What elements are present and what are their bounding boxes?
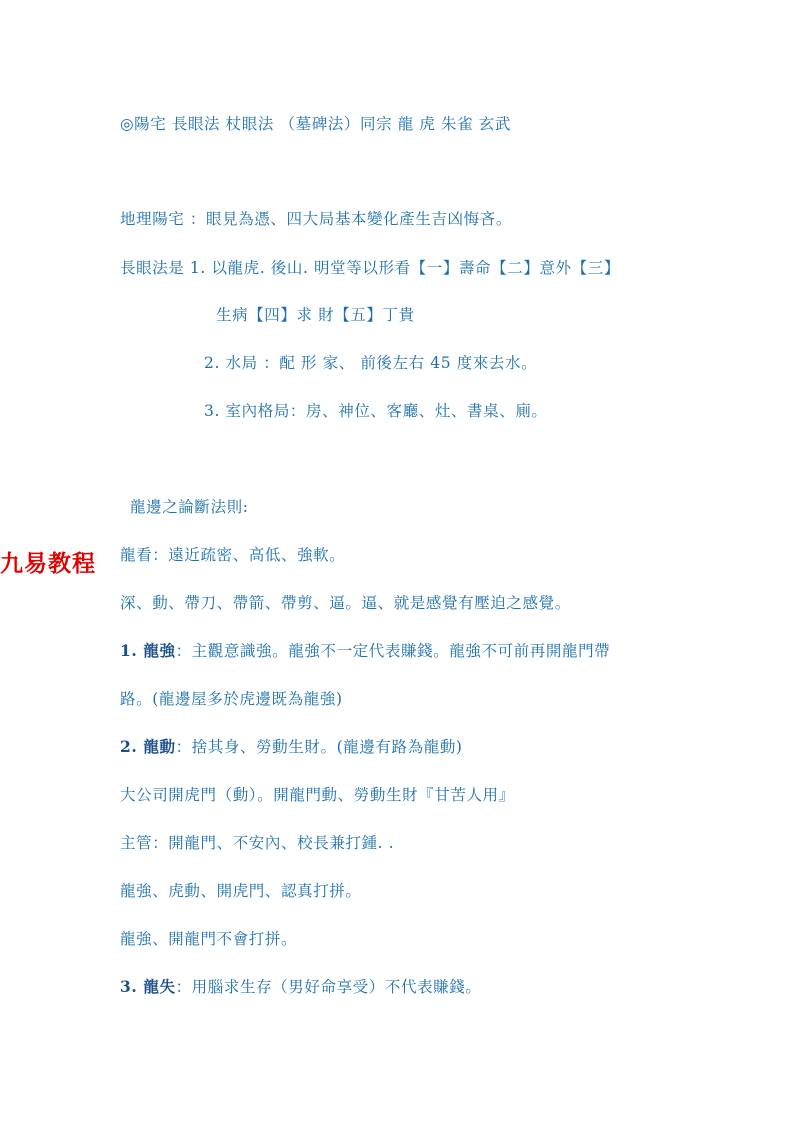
intro-line: 地理陽宅 ：眼見為憑、四大局基本變化產生吉凶悔吝。 bbox=[120, 210, 512, 228]
section-title: 龍邊之論斷法則: bbox=[130, 498, 249, 516]
body-deep: 深、動、帶刀、帶箭、帶剪、逼。逼、就是感覺有壓迫之感覺。 bbox=[120, 594, 571, 612]
item-2 bbox=[120, 735, 463, 757]
item-1-heading: 1. 龍強 bbox=[120, 641, 176, 660]
watermark-logo: 九易教程 bbox=[0, 551, 96, 577]
method-line-1-cont: 生病【四】求 財【五】丁貴 bbox=[216, 306, 415, 324]
item-1 bbox=[120, 639, 610, 661]
item-1-text: ：主觀意識強。龍強不一定代表賺錢。龍強不可前再開龍門帶 bbox=[175, 642, 611, 660]
body-look: 龍看：遠近疏密、高低、強軟。 bbox=[120, 546, 346, 564]
item-3 bbox=[120, 975, 481, 997]
body-company: 大公司開虎門（動）。開龍門動、勞動生財『甘苦人用』 bbox=[120, 786, 515, 804]
method-line-2: 2. 水局 ：配 形 家、 前後左右 45 度來去水。 bbox=[204, 354, 538, 372]
body-strong-move: 龍強、虎動、開虎門、認真打拼。 bbox=[120, 882, 362, 900]
item-3-text: ：用腦求生存（男好命享受）不代表賺錢。 bbox=[175, 978, 482, 996]
body-manager: 主管：開龍門、不安內、校長兼打鍾. . bbox=[120, 834, 395, 852]
method-line-1: 長眼法是 1. 以龍虎. 後山. 明堂等以形看【一】壽命【二】意外【三】 bbox=[120, 259, 620, 277]
method-line-3: 3. 室內格局：房、神位、客廳、灶、書桌、廁。 bbox=[204, 402, 548, 420]
item-2-text: ：捨其身、勞動生財。(龍邊有路為龍動) bbox=[175, 738, 463, 756]
item-3-heading: 3. 龍失 bbox=[120, 977, 176, 996]
body-strong-open: 龍強、開龍門不會打拼。 bbox=[120, 930, 298, 948]
item-2-heading: 2. 龍動 bbox=[120, 737, 176, 756]
item-1-cont: 路。(龍邊屋多於虎邊既為龍強) bbox=[120, 690, 343, 708]
header-line: ◎陽宅 長眼法 杖眼法 （墓碑法）同宗 龍 虎 朱雀 玄武 bbox=[120, 115, 511, 133]
